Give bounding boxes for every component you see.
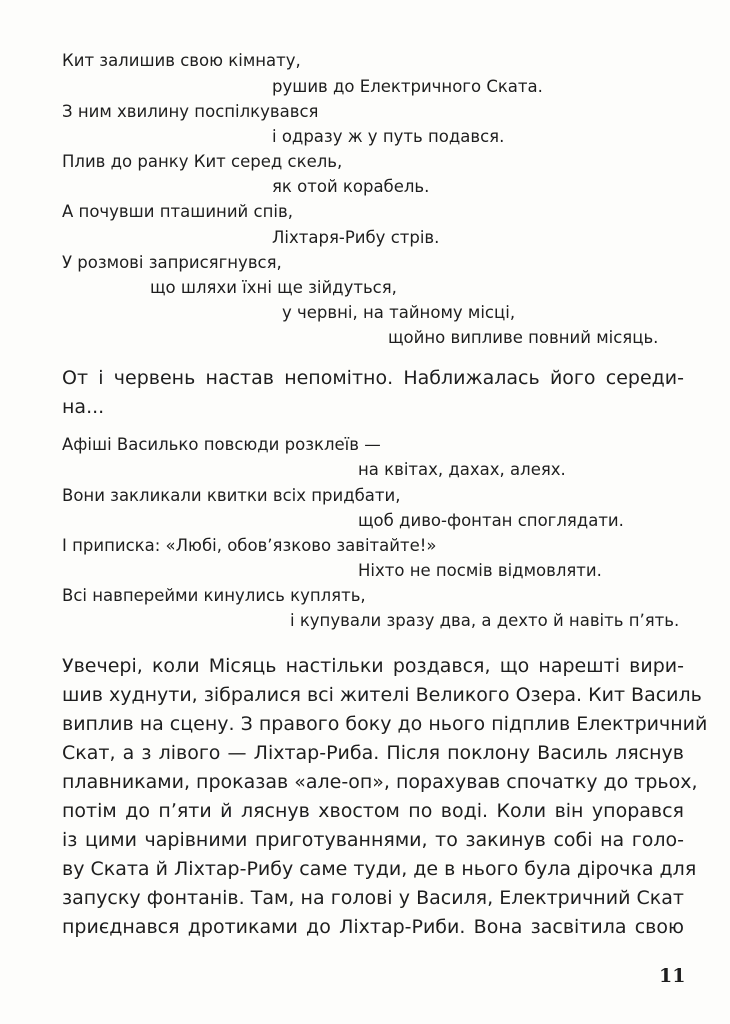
paragraph-line: От і червень настав непомітно. Наближалась його середи- [62,367,684,389]
paragraph-line: ву Ската й Ліхтар-Рибу саме туди, де в нього була дірочка для [62,858,697,880]
poem-line: щоб диво-фонтан споглядати. [358,511,624,530]
poem-line: З ним хвилину поспілкувався [62,102,319,121]
poem-line: Афіші Василько повсюди розклеїв — [62,435,381,454]
paragraph-line: Скат, а з лівого — Ліхтар-Риба. Після поклону Василь ляснув [62,742,684,764]
paragraph-line: на... [62,396,105,418]
paragraph-line: потім до пʼяти й ляснув хвостом по воді. Коли він упорався [62,800,684,822]
paragraph-line: виплив на сцену. З правого боку до нього підплив Електричний [62,713,708,735]
poem-line: у червні, на тайному місці, [282,303,516,322]
poem-line: на квітах, дахах, алеях. [358,460,566,479]
poem-line: і одразу ж у путь подався. [272,127,505,146]
poem-line: Ліхтаря-Рибу стрів. [272,228,440,247]
poem-line: що шляхи їхні ще зійдуться, [150,278,397,297]
paragraph-line: шив худнути, зібралися всі жителі Великого Озера. Кит Василь [62,684,702,706]
poem-line: Вони закликали квитки всіх придбати, [62,486,401,505]
paragraph-line: запуску фонтанів. Там, на голові у Василя, Електричний Скат [62,887,684,909]
paragraph-line: плавниками, проказав «але-оп», порахував спочатку до трьох, [62,771,698,793]
page-number: 11 [659,965,686,987]
poem-line: щойно випливе повний місяць. [388,328,659,347]
poem-line: рушив до Електричного Ската. [272,77,543,96]
poem-line: А почувши пташиний спів, [62,202,293,221]
poem-line: Плив до ранку Кит серед скель, [62,152,343,171]
poem-line: І приписка: «Любі, обовʼязково завітайте!» [62,536,437,555]
poem-line: і купували зразу два, а дехто й навіть пʼять. [290,611,680,630]
poem-line: Кит залишив свою кімнату, [62,51,301,70]
poem-line: Ніхто не посмів відмовляти. [358,561,602,580]
paragraph-line: приєднався дротиками до Ліхтар-Риби. Вона засвітила свою [62,916,684,938]
paragraph-line: із цими чарівними приготуваннями, то закинув собі на голо- [62,829,684,851]
poem-line: Всі навперейми кинулись куплять, [62,586,366,605]
poem-line: У розмові заприсягнувся, [62,253,282,272]
paragraph-line: Увечері, коли Місяць настільки роздався, що нарешті вири- [62,655,684,677]
poem-line: як отой корабель. [272,177,430,196]
